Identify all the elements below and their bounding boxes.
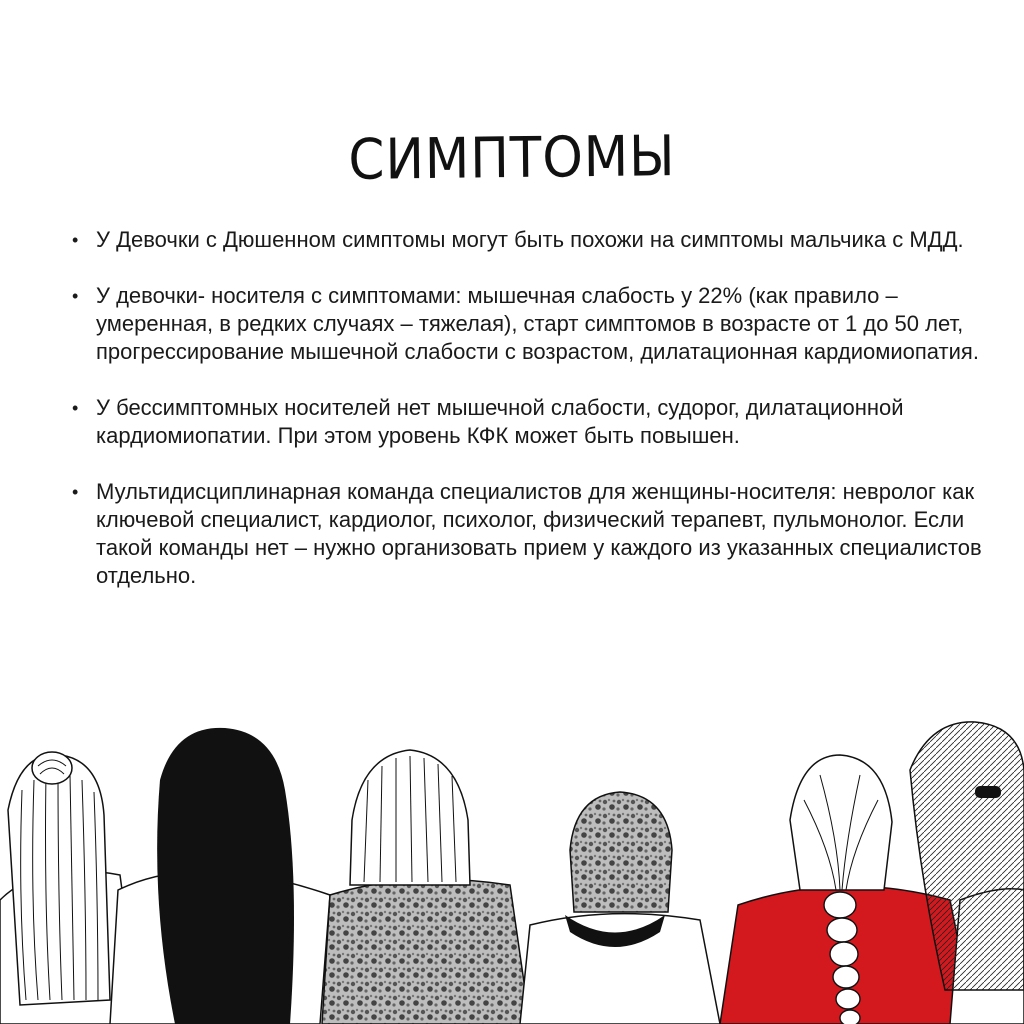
woman-3 — [322, 750, 530, 1024]
list-item: • Мультидисциплинарная команда специалистов для женщины-носителя: невролог как ключевой специалист, кардиолог, психолог, физический терапевт, пульмонолог. Если такой команды нет – нужно организовать прием у каждого из указанных специалистов отдельно. — [70, 478, 990, 590]
list-item: • У Девочки с Дюшенном симптомы могут быть похожи на симптомы мальчика с МДД. — [70, 226, 990, 254]
women-from-behind-illustration — [0, 700, 1024, 1024]
page-title: СИМПТОМЫ — [348, 123, 676, 193]
list-item: • У девочки- носителя с симптомами: мышечная слабость у 22% (как правило – умеренная, в редких случаях – тяжелая), старт симптомов в возрасте от 1 до 50 лет, прогрессирование мышечной слабости с возрастом, дилатационная кардиомиопатия. — [70, 282, 990, 366]
woman-4 — [520, 792, 720, 1024]
symptom-list — [70, 226, 990, 618]
woman-2 — [110, 728, 330, 1024]
list-item: • У бессимптомных носителей нет мышечной слабости, судорог, дилатационной кардиомиопатии. При этом уровень КФК может быть повышен. — [70, 394, 990, 450]
